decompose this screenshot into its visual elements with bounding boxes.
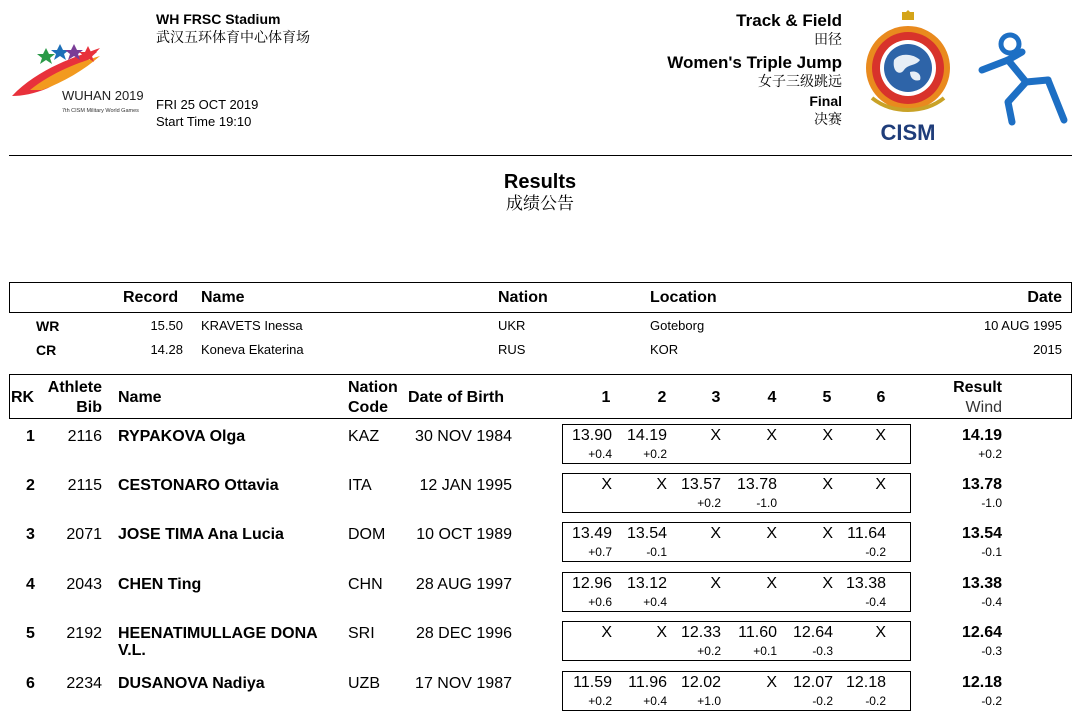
record-date: 2015: [1033, 342, 1062, 357]
attempt-2: X: [656, 624, 667, 641]
event-block: [667, 10, 842, 128]
attempt-6-wind: -0.2: [865, 545, 886, 559]
result-wind: -0.4: [981, 595, 1002, 609]
attempt-2-wind: -0.1: [646, 545, 667, 559]
attempt-5: X: [822, 575, 833, 592]
attempt-1-wind: +0.2: [588, 694, 612, 708]
record-nation: UKR: [498, 318, 526, 333]
results-title-block: [0, 170, 1080, 214]
attempt-4: 11.60: [738, 624, 777, 641]
attempt-1-wind: +0.6: [588, 595, 612, 609]
result-wind: -1.0: [981, 496, 1002, 510]
rank: 2: [26, 477, 35, 494]
result-wind: -0.2: [981, 694, 1002, 708]
record-location: KOR: [650, 342, 679, 357]
rank: 1: [26, 428, 35, 445]
result-mark: 13.78: [961, 476, 1002, 493]
athlete-name: RYPAKOVA Olga: [118, 428, 246, 445]
logo-subtext: 7th CISM Military World Games: [62, 108, 139, 114]
result-wind: -0.1: [981, 545, 1002, 559]
col-attempt-5: 5: [822, 389, 832, 406]
record-nation: RUS: [498, 342, 526, 357]
attempt-6: X: [875, 476, 886, 493]
cism-label: CISM: [880, 120, 936, 145]
date-of-birth: 12 JAN 1995: [419, 477, 512, 494]
records-header-date: Date: [1027, 289, 1062, 306]
attempt-4-wind: -1.0: [756, 496, 777, 510]
result-mark: 12.18: [961, 674, 1002, 691]
record-type: CR: [36, 342, 57, 358]
athlete-bib: 2234: [66, 675, 102, 692]
attempt-1: 12.96: [571, 575, 612, 592]
attempt-2-wind: +0.2: [643, 447, 667, 461]
sport-name-en: Track & Field: [736, 11, 842, 30]
results-title-zh: 成绩公告: [506, 194, 574, 213]
result-mark: 13.38: [961, 575, 1002, 592]
rank: 3: [26, 526, 35, 543]
col-attempt-6: 6: [876, 389, 886, 406]
attempt-5-wind: -0.2: [812, 694, 833, 708]
col-attempt-3: 3: [711, 389, 721, 406]
venue-name-en: WH FRSC Stadium: [156, 11, 281, 27]
phase-en: Final: [809, 93, 842, 109]
athlete-bib: 2043: [66, 576, 102, 593]
athlete-name: DUSANOVA Nadiya: [118, 675, 265, 692]
result-mark: 13.54: [961, 525, 1002, 542]
attempt-2-wind: +0.4: [643, 694, 667, 708]
attempt-5: X: [822, 427, 833, 444]
result-mark: 12.64: [961, 624, 1002, 641]
col-bib-line2: Bib: [76, 399, 102, 416]
records-header-record: Record: [123, 289, 179, 306]
date-of-birth: 17 NOV 1987: [415, 675, 512, 692]
rank: 6: [26, 675, 35, 692]
col-attempt-4: 4: [767, 389, 777, 406]
venue-name-zh: 武汉五环体育中心体育场: [156, 29, 310, 45]
attempt-6: 12.18: [845, 674, 886, 691]
attempt-1: 13.90: [571, 427, 612, 444]
rank: 5: [26, 625, 35, 642]
attempt-6: 11.64: [847, 525, 886, 542]
result-wind: -0.3: [981, 644, 1002, 658]
attempt-2: X: [656, 476, 667, 493]
athlete-name: CESTONARO Ottavia: [118, 477, 279, 494]
header-divider: [9, 155, 1072, 156]
event-name-en: Women's Triple Jump: [667, 53, 842, 72]
results-title-en: Results: [503, 171, 577, 193]
nation-code: ITA: [348, 477, 372, 494]
date-block: [156, 96, 258, 130]
attempt-5: 12.64: [792, 624, 833, 641]
result-wind: +0.2: [978, 447, 1002, 461]
record-holder: KRAVETS Inessa: [201, 318, 303, 333]
attempt-5: X: [822, 525, 833, 542]
record-date: 10 AUG 1995: [983, 318, 1062, 333]
nation-code: SRI: [348, 625, 375, 642]
attempt-3: X: [710, 575, 721, 592]
triple-jump-pictogram-icon: [972, 30, 1072, 130]
event-name-zh: 女子三级跳远: [758, 73, 842, 89]
col-bib-line1: Athlete: [47, 379, 102, 396]
attempt-1: X: [601, 476, 612, 493]
col-nation-line2: Code: [348, 399, 388, 416]
athlete-name: JOSE TIMA Ana Lucia: [118, 526, 284, 543]
attempt-2: 13.54: [626, 525, 667, 542]
record-mark: 14.28: [150, 342, 183, 357]
phase-zh: 决赛: [814, 111, 842, 127]
attempt-4-wind: +0.1: [753, 644, 777, 658]
nation-code: DOM: [348, 526, 386, 543]
nation-code: KAZ: [348, 428, 380, 445]
attempt-1-wind: +0.7: [588, 545, 612, 559]
attempt-4: X: [766, 674, 777, 691]
attempt-2: 14.19: [626, 427, 667, 444]
attempt-4: 13.78: [736, 476, 777, 493]
wuhan-2019-logo: [8, 38, 148, 120]
attempt-3: X: [710, 427, 721, 444]
records-header-location: Location: [650, 289, 717, 306]
col-date-of-birth: Date of Birth: [408, 389, 504, 406]
attempt-6-wind: -0.2: [865, 694, 886, 708]
attempt-5-wind: -0.3: [812, 644, 833, 658]
logo-text: WUHAN 2019: [62, 88, 144, 103]
athlete-bib: 2115: [67, 477, 102, 494]
attempt-3: 12.33: [680, 624, 721, 641]
attempt-6: X: [875, 624, 886, 641]
attempt-5: X: [822, 476, 833, 493]
col-rk: RK: [11, 389, 35, 406]
athlete-bib: 2192: [66, 625, 102, 642]
attempt-3-wind: +0.2: [697, 496, 721, 510]
attempt-3: 12.02: [680, 674, 721, 691]
col-nation-line1: Nation: [348, 379, 398, 396]
cism-emblem-icon: [858, 10, 958, 146]
record-location: Goteborg: [650, 318, 705, 333]
athlete-bib: 2071: [66, 526, 102, 543]
attempt-2-wind: +0.4: [643, 595, 667, 609]
records-header-nation: Nation: [498, 289, 548, 306]
date-of-birth: 28 DEC 1996: [415, 625, 512, 642]
attempt-1: X: [601, 624, 612, 641]
record-holder: Koneva Ekaterina: [201, 342, 304, 357]
col-wind: Wind: [965, 399, 1002, 416]
date-of-birth: 30 NOV 1984: [415, 428, 512, 445]
attempt-6: X: [875, 427, 886, 444]
record-mark: 15.50: [150, 318, 183, 333]
sport-name-zh: 田径: [814, 31, 842, 47]
attempt-1-wind: +0.4: [588, 447, 612, 461]
athlete-bib: 2116: [67, 428, 102, 445]
attempt-1: 13.49: [571, 525, 612, 542]
athlete-name: CHEN Ting: [118, 576, 202, 593]
start-time: Start Time 19:10: [156, 114, 252, 129]
attempt-1: 11.59: [573, 674, 612, 691]
records-header-name: Name: [201, 289, 245, 306]
attempt-3-wind: +1.0: [697, 694, 721, 708]
attempt-5: 12.07: [792, 674, 833, 691]
attempt-2: 11.96: [628, 674, 667, 691]
event-date: FRI 25 OCT 2019: [156, 97, 259, 112]
date-of-birth: 10 OCT 1989: [416, 526, 512, 543]
attempt-3: 13.57: [680, 476, 721, 493]
col-attempt-2: 2: [657, 389, 667, 406]
attempt-3-wind: +0.2: [697, 644, 721, 658]
attempt-4: X: [766, 575, 777, 592]
attempt-4: X: [766, 525, 777, 542]
venue-block: [156, 10, 310, 46]
col-attempt-1: 1: [601, 389, 611, 406]
result-mark: 14.19: [961, 427, 1002, 444]
rank: 4: [26, 576, 35, 593]
col-name: Name: [118, 389, 162, 406]
results-header-box: [9, 374, 1072, 419]
attempt-4: X: [766, 427, 777, 444]
attempt-2: 13.12: [626, 575, 667, 592]
attempt-3: X: [710, 525, 721, 542]
athlete-name-line2: V.L.: [118, 642, 146, 659]
record-type: WR: [36, 318, 60, 334]
athlete-name: HEENATIMULLAGE DONA: [118, 625, 318, 642]
nation-code: UZB: [348, 675, 380, 692]
date-of-birth: 28 AUG 1997: [415, 576, 512, 593]
col-result: Result: [953, 379, 1002, 396]
attempt-6-wind: -0.4: [865, 595, 886, 609]
attempt-6: 13.38: [845, 575, 886, 592]
nation-code: CHN: [348, 576, 383, 593]
